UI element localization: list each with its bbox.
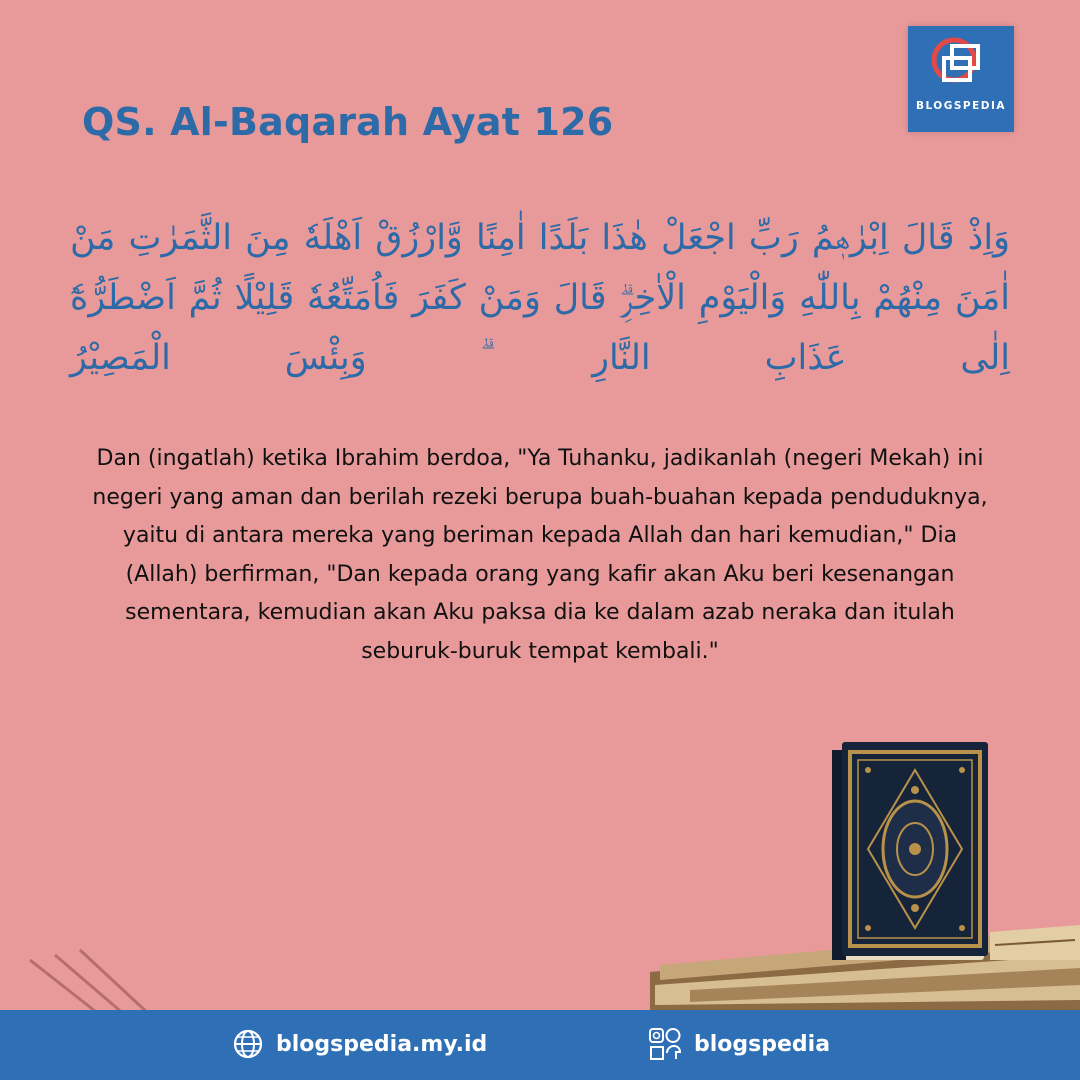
decorative-lines [30,950,150,1015]
globe-icon [232,1028,264,1060]
verse-translation: Dan (ingatlah) ketika Ibrahim berdoa, "Ya Tuhanku, jadikanlah (negeri Mekah) ini negeri yang aman dan berilah rezeki berupa buah-buahan kepada penduduknya, yaitu di antara mereka yang beriman kepada Allah dan hari kemudian," Dia (Allah) berfirman, "Dan kepada orang yang kafir akan Aku beri kesenangan sementara, kemudian akan Aku paksa dia ke dalam azab neraka dan itulah seburuk-buruk tempat kembali." [92,446,988,664]
footer-website[interactable] [232,1024,487,1064]
website-text: blogspedia.my.id [276,1031,488,1057]
footer-social[interactable] [648,1024,830,1064]
quran-book-icon [832,742,988,960]
social-text: blogspedia [694,1031,831,1057]
logo-text: BLOGSPEDIA [915,100,1007,112]
footer-bar [0,1010,1080,1080]
arabic-verse: وَاِذْ قَالَ اِبْرٰهٖمُ رَبِّ اجْعَلْ هٰذَا بَلَدًا اٰمِنًا وَّارْزُقْ اَهْلَهٗ مِنَ الثَّمَرٰتِ مَنْ اٰمَنَ مِنْهُمْ بِاللّٰهِ وَالْيَوْمِ الْاٰخِرِۗ قَالَ وَمَنْ كَفَرَ فَاُمَتِّعُهٗ قَلِيْلًا ثُمَّ اَضْطَرُّهٗٓ اِلٰى عَذَابِ النَّارِ ۗ وَبِئْسَ الْمَصِيْرُ [70,218,1010,378]
page-title: QS. Al-Baqarah Ayat 126 [82,100,614,144]
social-icon [648,1027,682,1061]
